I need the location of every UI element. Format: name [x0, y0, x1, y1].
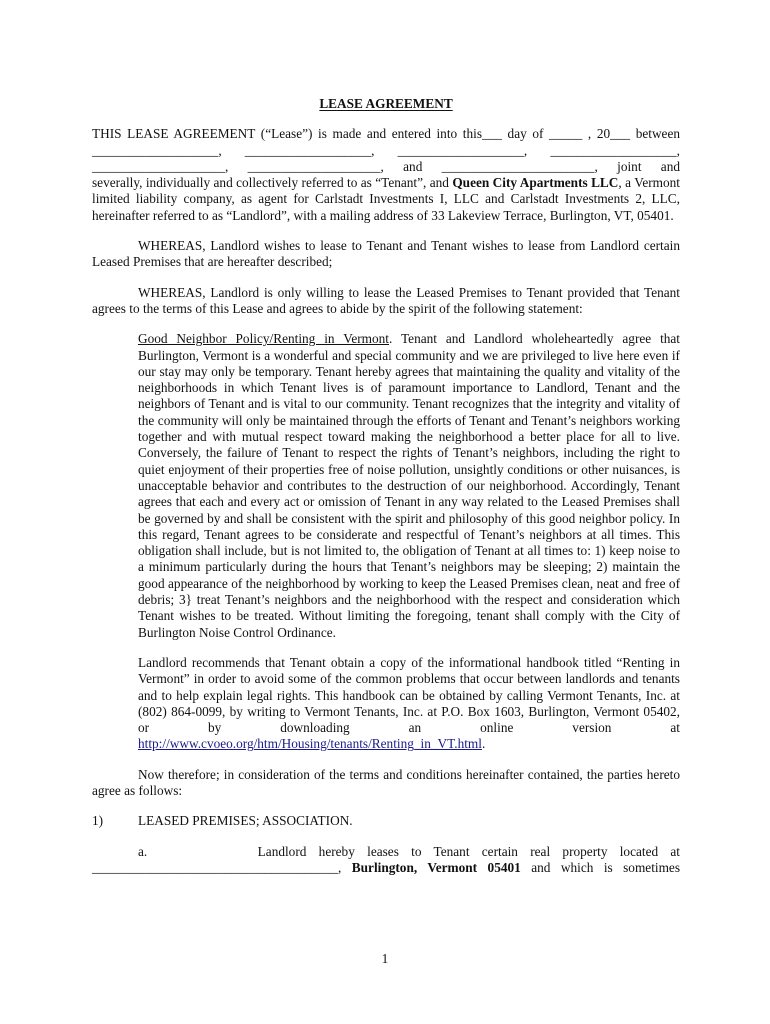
whereas-paragraph-2: WHEREAS, Landlord is only willing to lease the Leased Premises to Tenant provided that Tenant agrees to the terms of this Lease and agrees to abide by the spirit of the following statement:: [92, 284, 680, 316]
policy-heading: Good Neighbor Policy/Renting in Vermont: [138, 331, 389, 347]
clause-label: a.: [138, 843, 148, 859]
section-title: LEASED PREMISES; ASSOCIATION.: [138, 813, 353, 829]
page-number: 1: [381, 951, 389, 966]
good-neighbor-policy: [138, 331, 680, 641]
clause-a-line-1: [138, 844, 680, 860]
whereas-paragraph-1: WHEREAS, Landlord wishes to lease to Tenant and Tenant wishes to lease from Landlord certain Leased Premises that are hereafter described;: [92, 238, 680, 270]
handbook-text: Landlord recommends that Tenant obtain a copy of the informational handbook titled “Renting in Vermont” in order to avoid some of the common problems that occur between landlords and tenants and to help explain legal rights. This handbook can be obtained by calling Vermont Tenants, Inc. at (802) 864-0099, by writing to Vermont Tenants, Inc. at P.O. Box 1603, Burlington, Vermont 05402, or by downloading an online version at: [138, 654, 680, 736]
handbook-period: .: [481, 736, 486, 752]
clause-tail: and which is sometimes: [531, 859, 681, 875]
intro-line-1: THIS LEASE AGREEMENT (“Lease”) is made and entered into this___ day of _____ , 20___ between: [92, 126, 680, 142]
landlord-name: Queen City Apartments LLC: [452, 175, 619, 191]
document-page: [92, 96, 680, 876]
intro-text: severally, individually and collectively referred to as “Tenant”, and: [92, 175, 453, 191]
policy-body: . Tenant and Landlord wholeheartedly agree that Burlington, Vermont is a wonderful and special community and we are privileged to live here even if our stay may only be temporary. Tenant hereby agrees that maintaining the quality and vitality of the neighborhoods in which Tenant lives is of paramount importance to Landlord, Tenant and the neighbors of Tenant and is vital to our community. Tenant recognizes that the integrity and vitality of the community will only be maintained through the efforts of Tenant and Tenant’s neighbors working together and with mutual respect toward making the neighborhood a better place for all to live. Conversely, the failure of Tenant to respect the rights of Tenant’s neighbors, including the right to quiet enjoyment of their properties free of noise pollution, unsightly conditions or other nuisances, is unacceptable behavior and contributes to the destruction of our neighborhood. Accordingly, Tenant agrees that each and every act or omission of Tenant in any way related to the Leased Premises shall be governed by and shall be consistent with the spirit and philosophy of this good neighbor policy. In this regard, Tenant agrees to be considerate and respectful of Tenant’s neighbors at all times. This obligation shall include, but is not limited to, the obligation of Tenant at all times to: 1) keep noise to a minimum particularly during the hours that Tenant’s neighbors may be sleeping; 2) maintain the good appearance of the neighborhood by working to keep the Leased Premises clean, neat and free of debris; 3} treat Tenant’s neighbors and the neighborhood with the respect and consideration which Tenant wishes to be treated. Without limiting the foregoing, tenant shall comply with the City of Burlington Noise Control Ordinance.: [138, 331, 681, 640]
handbook-paragraph: [138, 655, 680, 753]
premises-location: Burlington, Vermont 05401: [351, 859, 521, 875]
clause-a-line-2: [92, 860, 680, 876]
intro-line-2: ___________________, ___________________, ___________________, ___________________,: [92, 142, 680, 158]
section-number: 1): [92, 813, 104, 829]
address-blank: _____________________________________,: [92, 859, 342, 875]
document-title: LEASE AGREEMENT: [319, 96, 453, 111]
intro-paragraph: [92, 175, 680, 224]
now-therefore-paragraph: Now therefore; in consideration of the terms and conditions hereinafter contained, the parties hereto agree as follows:: [92, 766, 680, 798]
clause-text: Landlord hereby leases to Tenant certain real property located at: [257, 843, 680, 859]
section-1-heading: [92, 813, 680, 829]
intro-line-3: ____________________, ____________________, and _______________________, joint and: [92, 158, 680, 174]
intro-text-continued: , a Vermont limited liability company, as agent for Carlstadt Investments I, LLC and Carlstadt Investments 2, LLC, hereinafter referred to as “Landlord”, with a mailing address of 33 Lakeview Terrace, Burlington, VT, 05401.: [92, 175, 680, 223]
handbook-link[interactable]: http://www.cvoeo.org/htm/Housing/tenants/Renting_in_VT.html: [138, 736, 482, 752]
